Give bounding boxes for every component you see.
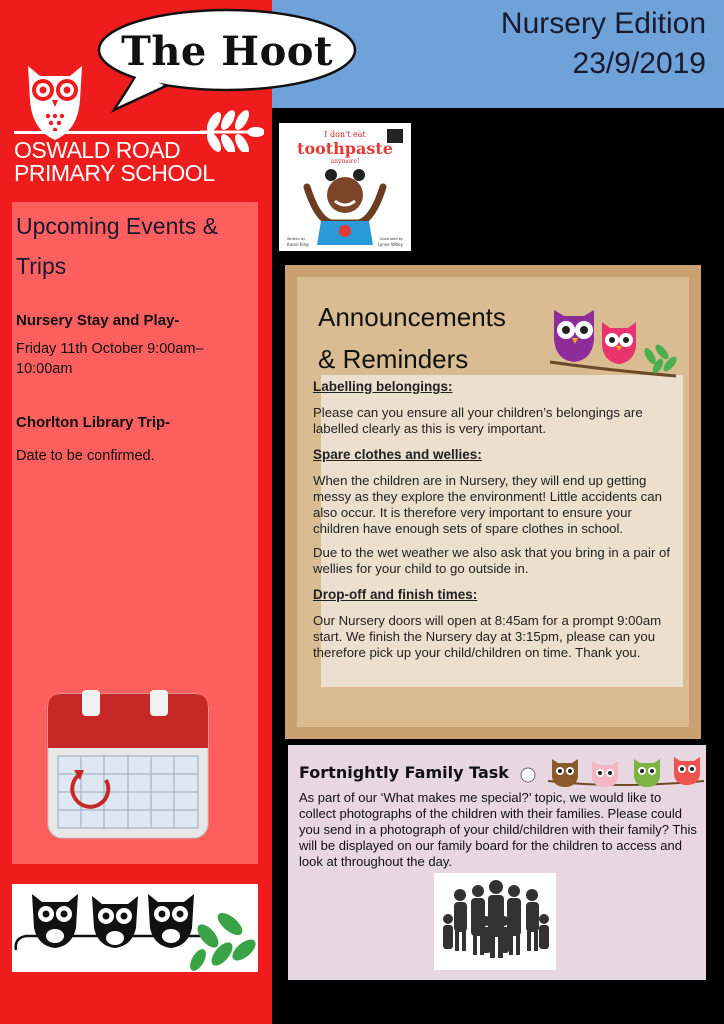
section-paragraph: When the children are in Nursery, they will end up getting messy as they explore the environment! Little accidents can also occur. It is therefore very important to ensure your children have enough sets of spare clothes in school. [313,473,662,536]
book-title-big: toothpaste [297,139,393,158]
book-illustrator: Lynne Willey [377,242,403,247]
event-details-line1: Date to be confirmed. [16,448,155,464]
book-illustrator-label: Illustrated by [379,237,403,241]
event-details-line2: 10:00am [16,361,73,377]
event-heading: Chorlton Library Trip- [16,414,171,431]
owls-on-branch-icon [546,300,682,384]
book-title-end: anymore! [330,158,360,165]
family-picture [434,873,556,970]
section-heading: Spare clothes and wellies: [313,447,482,462]
calendar-icon [46,690,210,840]
section-heading: Labelling belongings: [313,379,453,394]
event-details-line1: Friday 11th October 9:00am– [16,341,204,357]
school-name [14,139,214,185]
family-task-panel [288,745,706,980]
announcements-body [313,379,677,669]
book-illustration-icon [279,123,411,251]
events-title-line1: Upcoming Events & [16,213,218,239]
owls-banner [12,884,258,972]
family-task-title: Fortnightly Family Task [299,763,509,782]
book-cover [279,123,411,251]
section-heading: Drop-off and finish times: [313,587,478,602]
book-writer-label: Written by [287,237,306,241]
announcements-title-line1: Announcements [318,302,506,332]
owls-on-branch-icon [12,884,258,972]
events-title [16,206,256,286]
family-silhouette-icon [434,873,556,970]
events-title-line2: Trips [16,253,67,279]
announcements-title [318,296,548,380]
family-task-body: As part of our ‘What makes me special?’ topic, we would like to collect photographs of the children with their families. Please could you send in a photograph of your child/children with their family? This will be displayed on our family board for the children to access and look at throughout the day. [299,790,697,869]
announcements-title-line2: & Reminders [318,344,469,374]
edition-date: 23/9/2019 [572,47,706,80]
section-paragraph: Due to the wet weather we also ask that you bring in a pair of wellies for your child to go outside in. [313,545,670,576]
section-paragraph: Please can you ensure all your children’s belongings are labelled clearly as this is very important. [313,405,643,436]
logo-divider [14,131,214,134]
section-paragraph: Our Nursery doors will open at 8:45am for a prompt 9:00am start. We finish the Nursery day at 3:15pm, please can you therefore pick up your child/children on time. Thank you. [313,613,662,660]
edition-block [501,4,706,84]
school-name-line2: PRIMARY SCHOOL [14,160,215,186]
event-heading: Nursery Stay and Play- [16,312,180,329]
event-details [16,446,252,466]
title-bubble [96,8,358,92]
school-name-line1: OSWALD ROAD [14,137,181,163]
event-details [16,339,252,379]
book-author: Karen King [287,242,309,247]
owl-logo-icon [22,60,88,142]
owls-row-icon [518,751,704,791]
newsletter-title: The Hoot [121,28,333,75]
book-title-small: I don't eat [324,130,366,139]
edition-label: Nursery Edition [500,7,706,40]
